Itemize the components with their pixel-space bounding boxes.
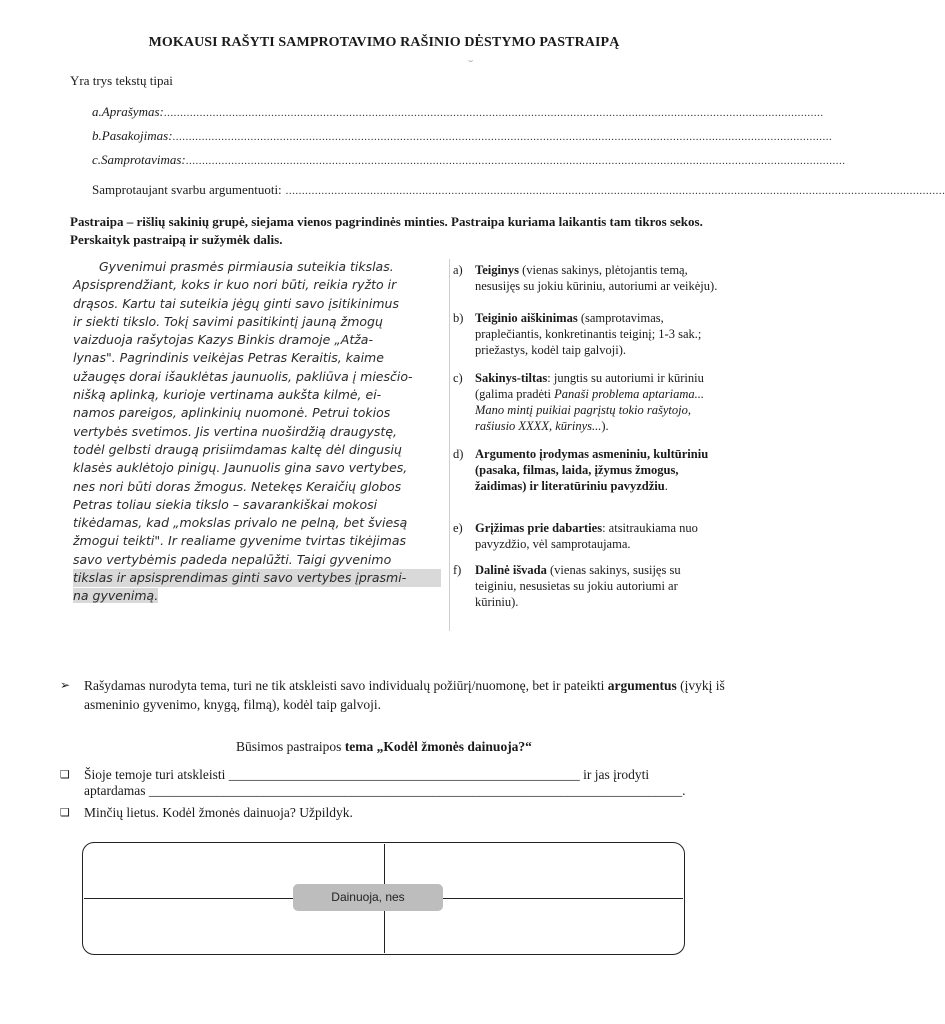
fill-in-dots[interactable]: ........................................................................................................................................................................................................... (163, 107, 824, 119)
task-text: . (682, 783, 686, 798)
task-text: Šioje temoje turi atskleisti (84, 767, 229, 782)
paragraph-part (453, 446, 723, 520)
intro-text: Yra trys tekstų tipai (70, 73, 173, 88)
checkbox-icon[interactable]: ❑ (60, 768, 70, 781)
handwritten-line: savo vertybėmis padeda nepalūžti. Taigi gyvenimo (73, 551, 392, 567)
fill-in-dots[interactable]: ........................................................................................................................................................................................................... (285, 185, 945, 197)
task-text: aptardamas (84, 783, 149, 798)
instruction-text-after: (įvykį iš asmeninio gyvenimo, knygą, filmą), kodėl taip galvoji. (84, 678, 725, 712)
paragraph-part (453, 370, 723, 446)
answer-blank[interactable]: ____________________________________________________ (228, 767, 580, 782)
handwritten-line: tikėdamas, kad „mokslas privalo ne pelną, bet šviesą (73, 515, 408, 531)
paragraph-part (453, 562, 723, 610)
part-letter: c) (453, 371, 463, 385)
text-type-row (92, 128, 833, 152)
text-type-letter: b. (92, 128, 102, 143)
part-description: : atsitraukiama nuo pavyzdžio, vėl samprotaujama. (475, 521, 698, 551)
topic-title: tema „Kodėl žmonės dainuoja?“ (344, 739, 532, 754)
column-divider (449, 259, 450, 631)
handwritten-line: klasės auklėtojo pinigų. Jaunuolis gina savo vertybes, (73, 460, 408, 476)
handwritten-line: Apsisprendžiant, koks ir kuo nori būti, reikia ryžto ir (73, 277, 397, 293)
part-title: Argumento įrodymas asmeniniu, kultūriniu (pasaka, filmas, laida, įžymus žmogus, žaidimas) ir literatūriniu pavyzdžiu (475, 447, 709, 493)
part-description: (vienas sakinys, plėtojantis temą, nesusijęs su jokiu kūriniu, autoriumi ar veikėju). (475, 263, 718, 293)
part-letter: d) (453, 447, 464, 461)
paragraph-part (453, 520, 723, 562)
part-title: Teiginys (475, 263, 520, 277)
text-type-letter: a. (92, 104, 102, 119)
handwritten-line: užaugęs dorai išauklėtas jaunuolis, pakliūva į miesčio- (73, 368, 413, 384)
text-type-letter: c. (92, 152, 102, 167)
mindmap-center-label: Dainuoja, nes (293, 884, 443, 911)
page-title: MOKAUSI RAŠYTI SAMPROTAVIMO RAŠINIO DĖSTYMO PASTRAIPĄ (148, 35, 620, 50)
handwritten-line: drąsos. Kartu tai suteikia jėgų ginti savo įsitikinimus (73, 295, 399, 311)
paragraph-part (453, 262, 723, 310)
handwritten-line-highlighted: na gyvenimą. (73, 588, 159, 604)
handwritten-line: vaizduoja rašytojas Kazys Binkis dramoje „Atža- (73, 332, 373, 348)
handwritten-line: lynas". Pagrindinis veikėjas Petras Keraitis, kaime (73, 350, 384, 366)
part-letter: e) (453, 521, 463, 535)
part-description: : jungtis su autoriumi ir kūriniu (galima pradėti (475, 371, 704, 401)
part-example: Panaši problema aptariama... Mano mintį puikiai pagrįstų tokio rašytojo, rašiusio XXXX, kūrinys... (475, 387, 705, 433)
answer-blank[interactable]: _______________________________________________________________________________ (148, 783, 683, 798)
argument-line (92, 182, 945, 198)
handwritten-line-highlighted: tikslas ir apsisprendimas ginti savo vertybes įprasmi- (73, 569, 441, 587)
text-type-row (92, 104, 824, 128)
task-item (60, 767, 740, 799)
instruction-bold: argumentus (607, 678, 677, 693)
part-letter: b) (453, 311, 464, 325)
handwritten-line: Gyvenimui prasmės pirmiausia suteikia tikslas. (99, 259, 394, 274)
part-title: Dalinė išvada (475, 563, 547, 577)
part-description-tail: ). (601, 419, 609, 433)
part-title: Sakinys-tiltas (475, 371, 548, 385)
paragraph-definition: Pastraipa – rišlių sakinių grupė, siejama vienos pagrindinės minties. Pastraipa kuriama laikantis tam tikros sekos. Perskaityk pastraipą ir sužymėk dalis. (70, 214, 703, 247)
fill-in-dots[interactable]: ........................................................................................................................................................................................................... (172, 131, 833, 143)
handwritten-line: ir siekti tikslo. Tokį savimi pasitikintį jauną žmogų (73, 313, 383, 329)
instruction-text: Rašydamas nurodyta tema, turi ne tik atskleisti savo individualų požiūrį/nuomonę, bet ir pateikti (84, 678, 608, 693)
part-title: Teiginio aiškinimas (475, 311, 578, 325)
paragraph-parts-list (453, 262, 723, 610)
task-text: Minčių lietus. Kodėl žmonės dainuoja? Užpildyk. (84, 805, 353, 820)
part-title: Grįžimas prie dabarties (475, 521, 603, 535)
handwritten-line: nišką aplinką, kurioje vertinama aukšta kilmė, ei- (73, 387, 382, 403)
paragraph-part (453, 310, 723, 370)
decorative-mark: ⌣ (468, 56, 474, 65)
checkbox-icon[interactable]: ❑ (60, 806, 70, 819)
task-text: ir jas įrodyti (579, 767, 650, 782)
text-type-name: Pasakojimas: (101, 128, 173, 143)
argument-label: Samprotaujant svarbu argumentuoti: (92, 182, 282, 197)
part-description: . (664, 479, 668, 493)
part-description: (samprotavimas, praplečiantis, konkretinantis teiginį; 1-3 sak.; priežastys, kodėl taip galvoji). (475, 311, 702, 357)
handwritten-line: namos pareigos, aplinkinių nuomonė. Petrui tokios (73, 405, 391, 421)
handwritten-line: žmogui teikti". Ir realiame gyvenime tvirtas tikėjimas (73, 533, 407, 549)
handwritten-line: Petras toliau siekia tikslo – savarankiškai mokosi (73, 496, 378, 512)
text-type-name: Aprašymas: (101, 104, 164, 119)
arrow-bullet-icon: ➢ (60, 678, 71, 692)
text-types-list (92, 104, 846, 176)
task-item (60, 805, 740, 821)
handwritten-line (73, 587, 441, 605)
handwritten-line: todėl gelbsti draugą prisiimdamas kaltę dėl dingusių (73, 441, 402, 457)
part-letter: f) (453, 563, 462, 577)
fill-in-dots[interactable]: ........................................................................................................................................................................................................... (185, 155, 846, 167)
text-type-row (92, 152, 846, 176)
topic-prefix: Būsimos pastraipos (236, 739, 345, 754)
handwritten-line: nes nori būti doras žmogus. Netekęs Keraičių globos (73, 478, 402, 494)
paragraph-topic (0, 739, 768, 755)
handwritten-line: vertybės svetimos. Jis vertina nuoširdžią draugystę, (73, 423, 397, 439)
instruction-bullet (60, 676, 740, 714)
text-type-name: Samprotavimas: (101, 152, 186, 167)
part-description: (vienas sakinys, susijęs su teiginiu, nesusietas su jokiu autoriumi ar kūriniu). (475, 563, 681, 609)
handwritten-paragraph (73, 258, 441, 632)
part-letter: a) (453, 263, 463, 277)
